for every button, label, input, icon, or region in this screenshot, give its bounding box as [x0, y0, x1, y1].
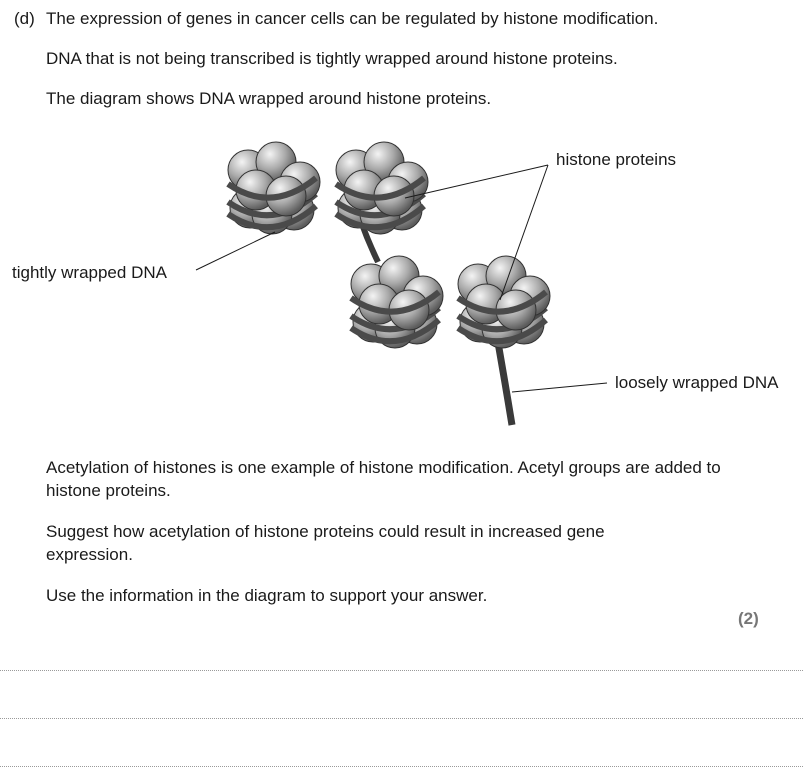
nucleosome-4 [458, 256, 550, 348]
question-part-label: (d) [14, 9, 35, 28]
marks-badge: (2) [738, 609, 759, 628]
answer-line[interactable] [0, 766, 803, 767]
diagram-intro: The diagram shows DNA wrapped around histone proteins. [46, 89, 492, 108]
question-instruction: Use the information in the diagram to support your answer. [46, 586, 488, 605]
question-intro: The expression of genes in cancer cells can be regulated by histone modification. [46, 9, 659, 28]
question-context: DNA that is not being transcribed is tightly wrapped around histone proteins. [46, 49, 618, 68]
answer-line[interactable] [0, 718, 803, 719]
label-tightly-wrapped-dna: tightly wrapped DNA [12, 263, 167, 282]
nucleosome-2 [336, 142, 428, 234]
leader-loose-dna [512, 383, 607, 392]
nucleosome-3 [351, 256, 443, 348]
acetylation-text: Acetylation of histones is one example of histone modification. Acetyl groups are added to histone proteins. [46, 458, 721, 500]
answer-line[interactable] [0, 670, 803, 671]
label-loosely-wrapped-dna: loosely wrapped DNA [615, 373, 779, 392]
nucleosome-1 [228, 142, 320, 234]
question-prompt: Suggest how acetylation of histone proteins could result in increased gene expression. [46, 522, 605, 564]
label-histone-proteins: histone proteins [556, 150, 677, 169]
leader-tight-dna [196, 232, 275, 270]
